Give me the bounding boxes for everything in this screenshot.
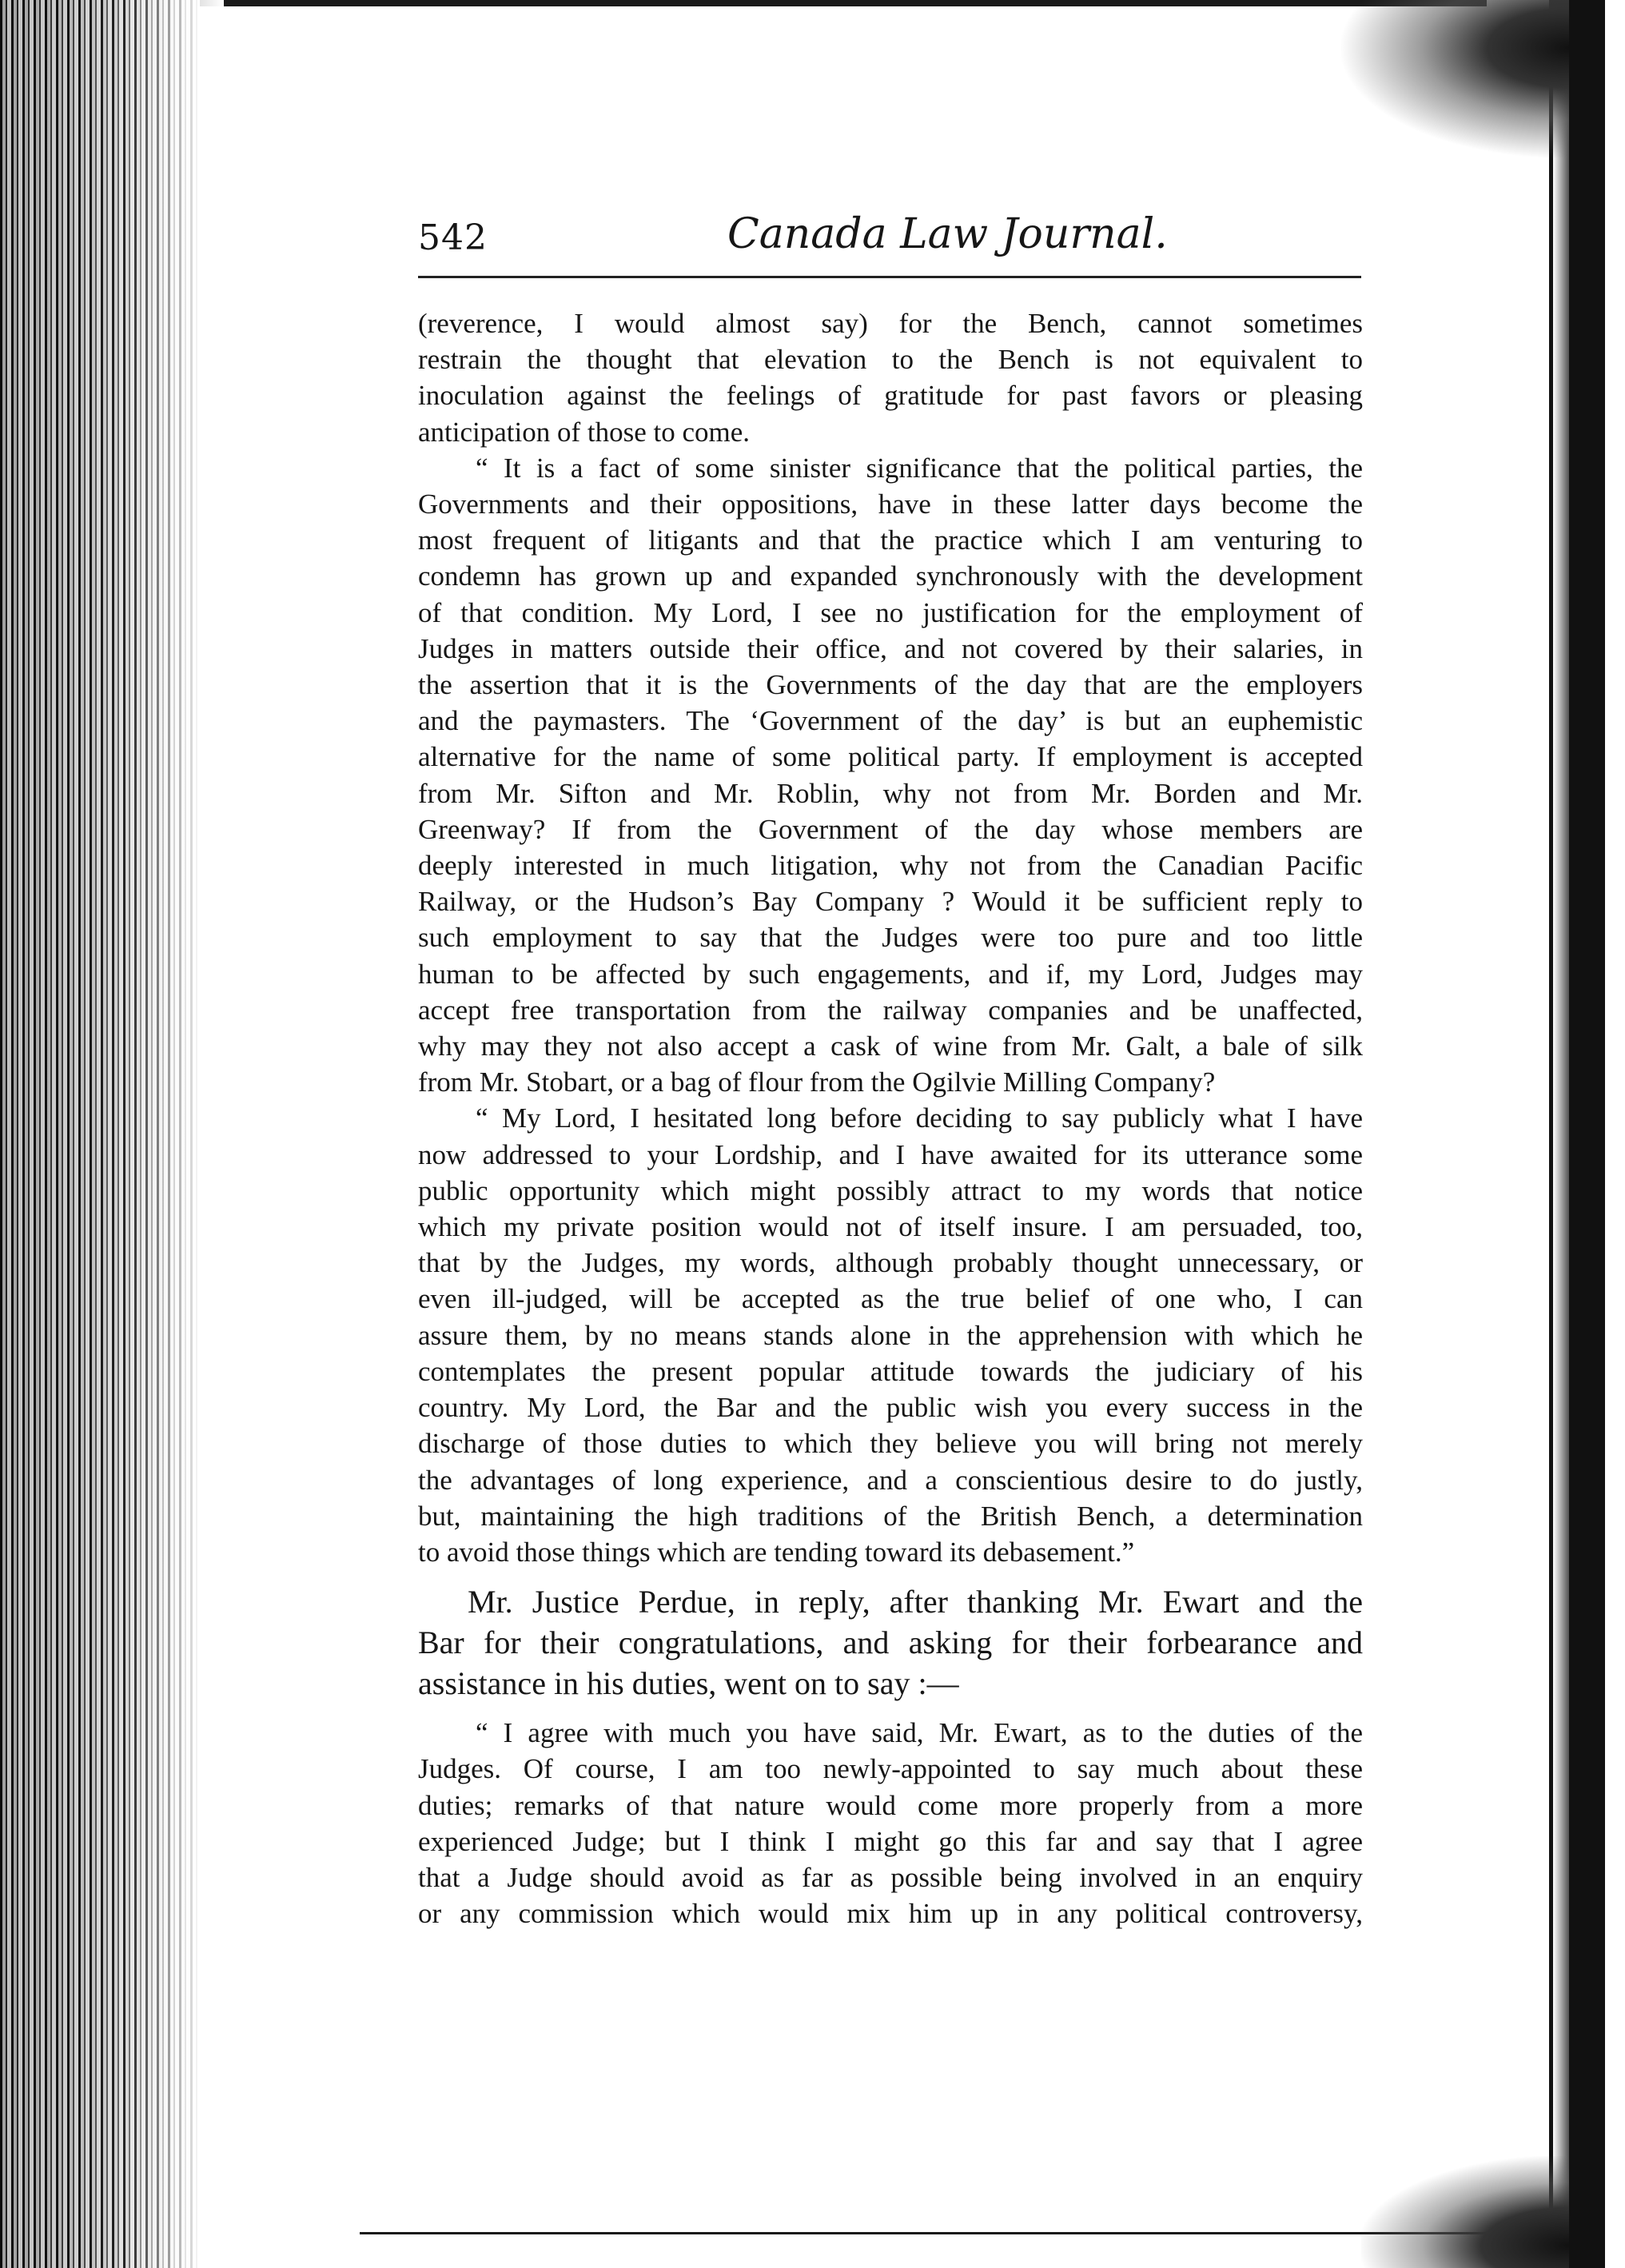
paragraph-hesitated: [418, 1100, 1363, 1570]
text-line: now addressed to your Lordship, and I have awaited for its utterance some: [418, 1138, 1363, 1170]
text-line: Greenway? If from the Government of the day whose members are: [418, 813, 1363, 845]
text-line: most frequent of litigants and that the practice which I am venturing to: [418, 524, 1363, 556]
text-line: discharge of those duties to which they believe you will bring not merely: [418, 1428, 1363, 1460]
text-line: experienced Judge; but I think I might go this far and say that I agree: [418, 1825, 1363, 1857]
paragraph-continuation: [418, 305, 1363, 450]
scan-left-fade: [128, 0, 224, 2268]
scan-top-edge: [160, 0, 1487, 6]
paragraph-litigants: [418, 450, 1363, 1101]
running-title: Canada Law Journal.: [727, 210, 1168, 258]
text-line: anticipation of those to come.: [418, 416, 751, 448]
text-line: “ I agree with much you have said, Mr. Ewart, as to the duties of the: [476, 1717, 1363, 1749]
text-line: Judges. Of course, I am too newly-appointed to say much about these: [418, 1753, 1363, 1785]
text-line: Railway, or the Hudson’s Bay Company ? Would it be sufficient reply to: [418, 886, 1363, 918]
text-line: deeply interested in much litigation, why not from the Canadian Pacific: [418, 850, 1363, 882]
text-line: from Mr. Stobart, or a bag of flour from the Ogilvie Milling Company?: [418, 1066, 1216, 1098]
text-line: the advantages of long experience, and a conscientious desire to do justly,: [418, 1464, 1363, 1496]
text-line: assistance in his duties, went on to say :—: [418, 1665, 959, 1702]
text-line: contemplates the present popular attitude towards the judiciary of his: [418, 1355, 1363, 1387]
text-line: that a Judge should avoid as far as possible being involved in an enquiry: [418, 1861, 1363, 1893]
text-line: and the paymasters. The ‘Government of the day’ is but an euphemistic: [418, 705, 1363, 737]
text-line: assure them, by no means stands alone in the apprehension with which he: [418, 1319, 1363, 1351]
text-line: Governments and their oppositions, have in these latter days become the: [418, 488, 1363, 520]
text-line: condemn has grown up and expanded synchronously with the development: [418, 560, 1363, 592]
text-line: country. My Lord, the Bar and the public wish you every success in the: [418, 1392, 1363, 1424]
text-line: the assertion that it is the Governments of the day that are the employers: [418, 669, 1363, 701]
scan-right-shadow: [1553, 48, 1569, 2268]
text-line: human to be affected by such engagements, and if, my Lord, Judges may: [418, 958, 1363, 990]
paragraph-justice-perdue-reply: [418, 1581, 1363, 1704]
text-line: “ My Lord, I hesitated long before deciding to say publicly what I have: [476, 1102, 1363, 1134]
text-line: which my private position would not of itself insure. I am persuaded, too,: [418, 1211, 1363, 1243]
scan-top-right-smudge: [1337, 0, 1569, 160]
text-line: inoculation against the feelings of gratitude for past favors or pleasing: [418, 380, 1363, 412]
paragraph-agree: [418, 1715, 1363, 1931]
scan-bottom-right-smudge: [1361, 2156, 1569, 2268]
text-line: such employment to say that the Judges were too pure and too little: [418, 922, 1363, 954]
text-line: duties; remarks of that nature would come more properly from a more: [418, 1789, 1363, 1821]
text-line: from Mr. Sifton and Mr. Roblin, why not from Mr. Borden and Mr.: [418, 777, 1363, 809]
text-line: “ It is a fact of some sinister significance that the political parties, the: [476, 452, 1363, 484]
text-line: why may they not also accept a cask of wine from Mr. Galt, a bale of silk: [418, 1030, 1363, 1062]
text-line: Judges in matters outside their office, and not covered by their salaries, in: [418, 632, 1363, 664]
text-line: alternative for the name of some political party. If employment is accepted: [418, 741, 1363, 773]
text-line: Bar for their congratulations, and asking for their forbearance and: [418, 1624, 1363, 1661]
text-line: even ill-judged, will be accepted as the true belief of one who, I can: [418, 1283, 1363, 1315]
text-line: Mr. Justice Perdue, in reply, after thanking Mr. Ewart and the: [468, 1584, 1363, 1620]
page-number: 542: [418, 217, 488, 258]
page-body: [418, 305, 1363, 1931]
text-line: public opportunity which might possibly attract to my words that notice: [418, 1174, 1363, 1206]
text-line: accept free transportation from the railway companies and be unaffected,: [418, 994, 1363, 1026]
text-line: but, maintaining the high traditions of the British Bench, a determination: [418, 1500, 1363, 1532]
header-rule: [418, 276, 1361, 278]
text-line: that by the Judges, my words, although probably thought unnecessary, or: [418, 1247, 1363, 1279]
text-line: of that condition. My Lord, I see no justification for the employment of: [418, 596, 1363, 628]
text-line: restrain the thought that elevation to the Bench is not equivalent to: [418, 344, 1363, 376]
text-line: or any commission which would mix him up in any political controversy,: [418, 1898, 1363, 1930]
text-line: to avoid those things which are tending toward its debasement.”: [418, 1536, 1135, 1568]
text-line: (reverence, I would almost say) for the Bench, cannot sometimes: [418, 308, 1363, 339]
